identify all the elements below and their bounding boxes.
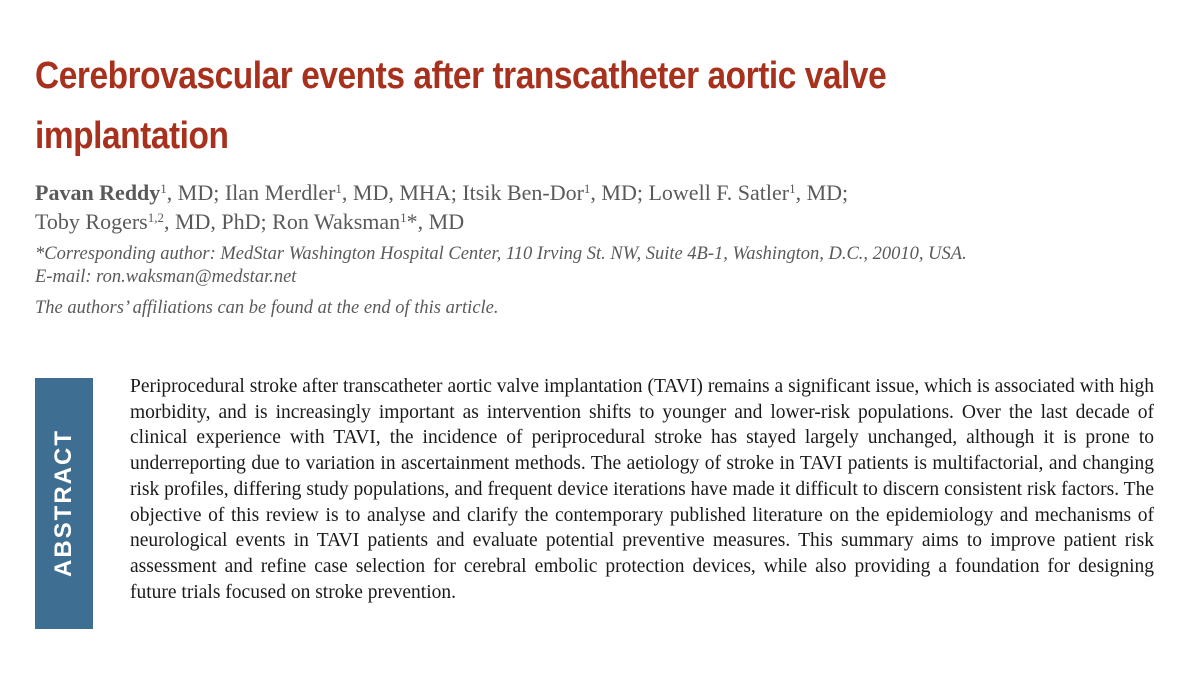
author-name: Ron Waksman <box>272 209 401 234</box>
abstract-text: Periprocedural stroke after transcatheter aortic valve implantation (TAVI) remains a significant issue, which is associated with high morbidity, and is increasingly important as intervention shifts to younger and lower-risk populations. Over the last decade of clinical experience with TAVI, the incidence of periprocedural stroke has stayed largely unchanged, although it is prone to underreporting due to variation in ascertainment methods. The aetiology of stroke in TAVI patients is multifactorial, and changing risk profiles, differing study populations, and frequent device iterations have made it difficult to discern consistent risk factors. The objective of this review is to analyse and clarify the contemporary published literature on the epidemiology and mechanisms of neurological events in TAVI patients and evaluate potential preventive measures. This summary aims to improve patient risk assessment and refine case selection for cerebral embolic protection devices, while also providing a foundation for designing future trials focused on stroke prevention. <box>130 376 1154 603</box>
author-name: Pavan Reddy <box>35 180 161 205</box>
author-affiliation-sup: 1 <box>160 181 167 196</box>
author-name: Toby Rogers <box>35 209 148 234</box>
corresponding-email: E-mail: ron.waksman@medstar.net <box>35 267 297 287</box>
author-degrees: , MD, MHA; <box>341 180 463 205</box>
author-affiliation-sup: 1 <box>583 181 591 196</box>
author-name: Lowell F. Satler <box>648 180 790 205</box>
author-list <box>35 178 1165 236</box>
author-affiliation-sup: 1 <box>789 181 796 196</box>
author-degrees: , MD; <box>166 180 225 205</box>
author-degrees: , MD <box>417 209 465 234</box>
author-degrees: , MD; <box>795 180 849 205</box>
author-affiliation-sup: 1,2 <box>147 210 164 225</box>
abstract-label: ABSTRACT <box>50 429 77 577</box>
corresponding-author <box>35 243 1165 289</box>
author-degrees: , MD; <box>590 180 649 205</box>
author-affiliation-sup: 1 <box>400 210 407 225</box>
article-title: Cerebrovascular events after transcatheter aortic valve implantation <box>35 55 887 157</box>
author-affiliation-sup: 1 <box>335 181 342 196</box>
author-name: Ilan Merdler <box>224 180 336 205</box>
author-degrees: , MD, PhD; <box>163 209 273 234</box>
affiliations-note: The authors’ affiliations can be found at the end of this article. <box>35 298 499 318</box>
corresponding-marker: * <box>406 209 418 234</box>
author-name: Itsik Ben-Dor <box>462 180 584 205</box>
corresponding-address: *Corresponding author: MedStar Washington Hospital Center, 110 Irving St. NW, Suite 4B-1, Washington, D.C., 20010, USA. <box>35 244 967 264</box>
